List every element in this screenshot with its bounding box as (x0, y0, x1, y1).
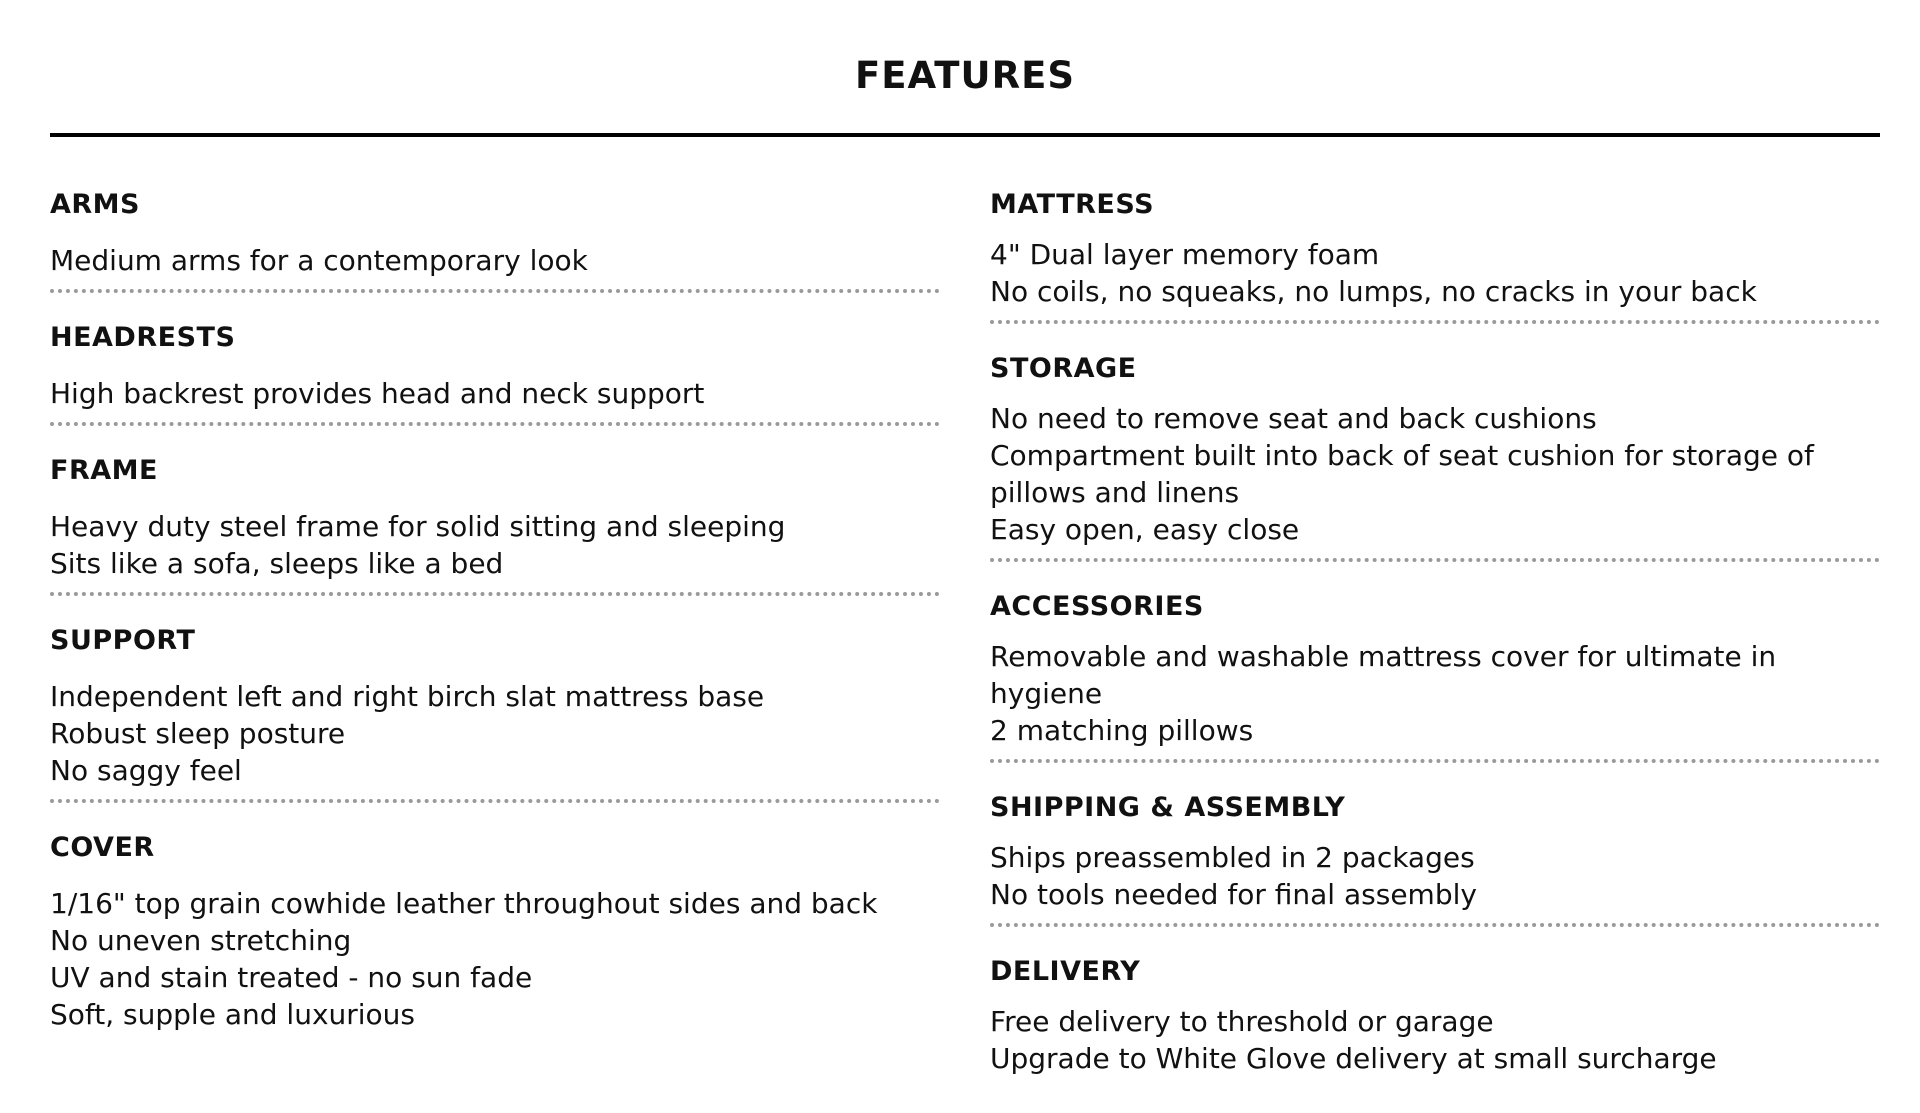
feature-section-mattress (990, 186, 1880, 324)
feature-line: Removable and washable mattress cover for ultimate in hygiene (990, 640, 1777, 710)
feature-line: Compartment built into back of seat cushion for storage of pillows and linens (990, 439, 1814, 509)
feature-line: Robust sleep posture (50, 717, 346, 750)
feature-line: Soft, supple and luxurious (50, 998, 416, 1031)
feature-line: 1/16" top grain cowhide leather throughout sides and back (50, 887, 878, 920)
feature-line: UV and stain treated - no sun fade (50, 961, 533, 994)
feature-section-accessories (990, 588, 1880, 763)
feature-section-frame (50, 452, 940, 596)
feature-line: Free delivery to threshold or garage (990, 1005, 1494, 1038)
feature-line: Upgrade to White Glove delivery at small surcharge (990, 1042, 1717, 1075)
feature-section-headrests (50, 319, 940, 426)
section-heading: MATTRESS (990, 189, 1155, 220)
title-divider (50, 133, 1880, 137)
section-heading: SHIPPING & ASSEMBLY (990, 792, 1346, 823)
features-left-column (50, 186, 940, 1069)
feature-line: High backrest provides head and neck support (50, 377, 705, 410)
feature-section-shipping-assembly (990, 789, 1880, 927)
feature-line: Sits like a sofa, sleeps like a bed (50, 547, 504, 580)
section-heading: HEADRESTS (50, 322, 236, 353)
feature-line: Ships preassembled in 2 packages (990, 841, 1475, 874)
feature-line: 2 matching pillows (990, 714, 1254, 747)
feature-section-arms (50, 186, 940, 293)
feature-line: No tools needed for final assembly (990, 878, 1477, 911)
feature-line: Easy open, easy close (990, 513, 1300, 546)
feature-line: No coils, no squeaks, no lumps, no cracks in your back (990, 275, 1757, 308)
feature-section-storage (990, 350, 1880, 562)
page-title: FEATURES (854, 54, 1075, 97)
feature-line: Medium arms for a contemporary look (50, 244, 588, 277)
feature-line: Independent left and right birch slat mattress base (50, 680, 765, 713)
feature-line: 4" Dual layer memory foam (990, 238, 1380, 271)
feature-line: No uneven stretching (50, 924, 352, 957)
section-heading: ARMS (50, 189, 141, 220)
section-heading: ACCESSORIES (990, 591, 1204, 622)
feature-section-cover (50, 829, 940, 1043)
features-right-column (990, 186, 1880, 1113)
section-heading: SUPPORT (50, 625, 196, 656)
feature-line: Heavy duty steel frame for solid sitting and sleeping (50, 510, 786, 543)
feature-line: No saggy feel (50, 754, 242, 787)
section-heading: STORAGE (990, 353, 1137, 384)
section-heading: FRAME (50, 455, 158, 486)
section-heading: DELIVERY (990, 956, 1141, 987)
section-heading: COVER (50, 832, 155, 863)
feature-section-delivery (990, 953, 1880, 1087)
feature-section-support (50, 622, 940, 803)
feature-line: No need to remove seat and back cushions (990, 402, 1597, 435)
